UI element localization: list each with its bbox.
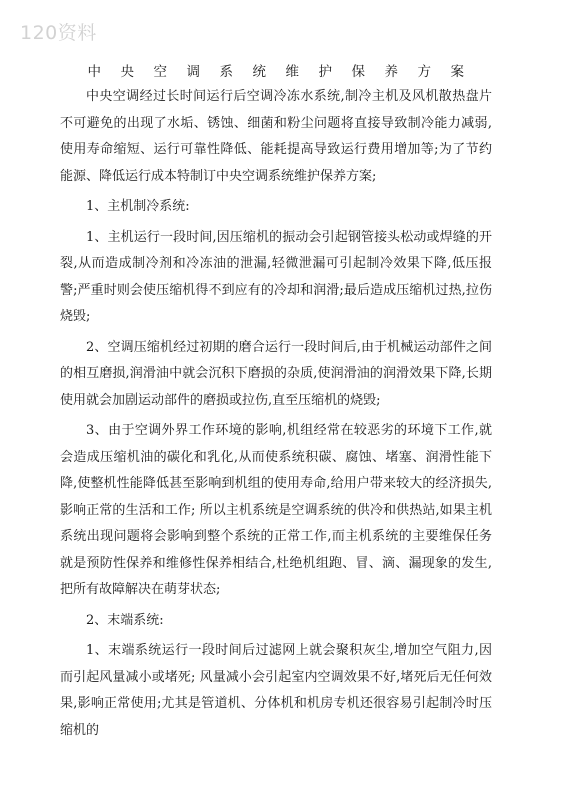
intro-paragraph: 中央空调经过长时间运行后空调冷冻水系统,制冷主机及风机散热盘片不可避免的出现了水垢、锈蚀、细菌和粉尘问题将直接导致制冷能力减弱,使用寿命缩短、运行可靠性降低、能耗提高导致运行费用增加等;为了节约能源、降低运行成本特制订中央空调系统维护保养方案; — [60, 89, 492, 184]
paragraph-terminal-1: 1、末端系统运行一段时间后过滤网上就会聚积灰尘,增加空气阻力,因而引起风量减小或堵死; 风量减小会引起室内空调效果不好,堵死后无任何效果,影响正常使用;尤其是管道机、分体机和机房专机还很容易引起制冷时压缩机的 — [60, 643, 492, 738]
document-body — [60, 60, 492, 744]
section-heading-terminal: 2、末端系统: — [86, 612, 164, 628]
paragraph-main-unit-1: 1、主机运行一段时间,因压缩机的振动会引起钢管接头松动或焊缝的开裂,从而造成制冷剂和冷冻油的泄漏,轻微泄漏可引起制冷效果下降,低压报警;严重时则会使压缩机得不到应有的冷却和润滑;最后造成压缩机过热,拉伤烧毁; — [60, 229, 492, 324]
document-title: 中央空调系统维护保养方案 — [87, 64, 484, 80]
paragraph-main-unit-3: 3、由于空调外界工作环境的影响,机组经常在较恶劣的环境下工作,就会造成压缩机油的碳化和乳化,从而使系统积碳、腐蚀、堵塞、润滑性能下降,使整机性能降低甚至影响到机组的使用寿命,给用户带来较大的经济损失,影响正常的生活和工作; 所以主机系统是空调系统的供冷和供热站,如果主机系统出现问题将会影响到整个系统的正常工作,而主机系统的主要维保任务就是预防性保养和维修性保养相结合,杜绝机组跑、冒、滴、漏现象的发生,把所有故障解决在萌芽状态; — [60, 423, 492, 597]
paragraph-main-unit-2: 2、空调压缩机经过初期的磨合运行一段时间后,由于机械运动部件之间的相互磨损,润滑油中就会沉积下磨损的杂质,使润滑油的润滑效果下降,长期使用就会加剧运动部件的磨损或拉伤,直至压缩机的烧毁; — [60, 339, 492, 408]
watermark: 120资料 — [20, 22, 97, 44]
section-heading-main-unit: 1、主机制冷系统: — [86, 199, 190, 214]
